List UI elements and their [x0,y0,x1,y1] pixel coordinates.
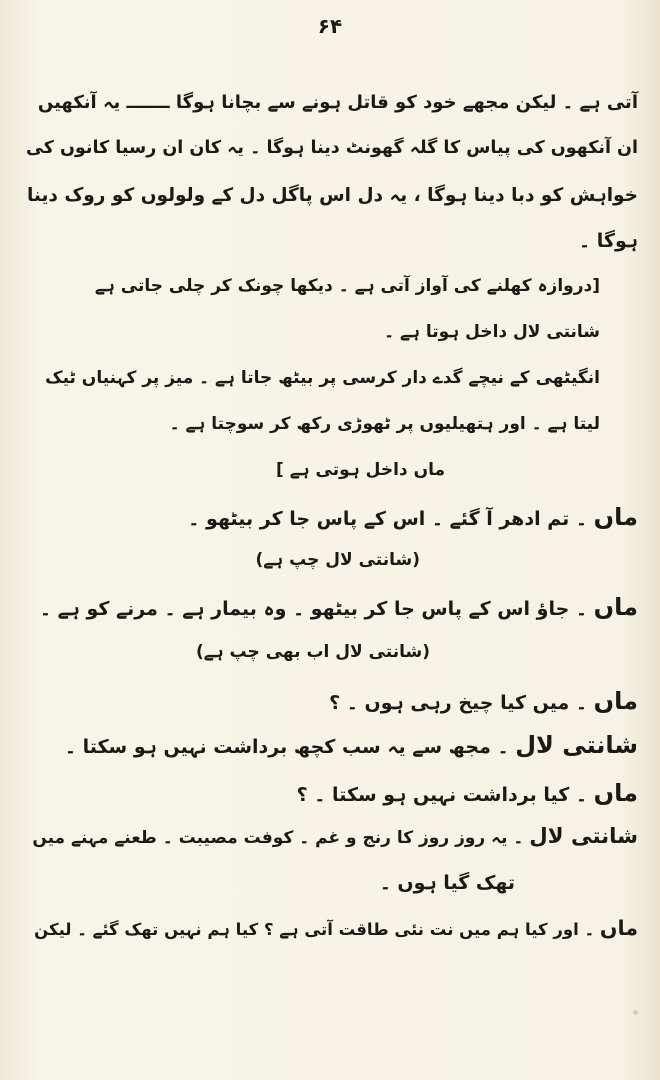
dialogue-line [297,778,638,808]
dialogue-text: ۔ یہ روز روز کا رنج و غم ۔ کوفت مصیبت ۔ طعنے مہنے میں [32,828,524,848]
speaker-name: ماں [599,916,638,940]
stage-direction-line: (شانتی لال چپ ہے) [255,550,420,570]
stage-direction-line: لیتا ہے ۔ اور ہتھیلیوں پر ٹھوڑی رکھ کر سوچتا ہے ۔ [169,414,600,434]
dialogue-line [40,592,638,622]
stage-direction-line: شانتی لال داخل ہوتا ہے ۔ [384,322,600,342]
text-line: ان آنکھوں کی پیاس کا گلہ گھونٹ دینا ہوگا ۔ یہ کان ان رسیا کانوں کی [25,138,638,158]
dialogue-line [329,686,638,716]
dialogue-line [32,824,638,851]
dialogue-line: تھک گیا ہوں ۔ [379,872,515,894]
stage-direction-line: انگیٹھی کے نیچے گدے دار کرسی پر بیٹھ جاتا ہے ۔ میز پر کہنیاں ٹیک [45,368,600,388]
dialogue-text: ۔ اور کیا ہم میں نت نئی طاقت آتی ہے ؟ کیا ہم نہیں تھک گئے ۔ لیکن [34,920,595,939]
page-number: ۶۴ [317,14,343,38]
speaker-name: ماں [593,593,638,621]
speaker-name: ماں [593,779,638,807]
dialogue-line [34,916,638,942]
dialogue-text: ۔ کیا برداشت نہیں ہو سکتا ۔ ؟ [296,784,588,806]
paper-speck [633,1010,638,1015]
speaker-name: شانتی لال [529,824,638,849]
speaker-name: ماں [593,503,638,531]
stage-direction-line: (شانتی لال اب بھی چپ ہے) [195,642,430,662]
speaker-name: شانتی لال [515,731,638,759]
speaker-name: ماں [593,687,638,715]
dialogue-line [188,502,638,532]
dialogue-text: ۔ میں کیا چیخ رہی ہوں ۔ ؟ [329,692,588,714]
text-line: آتی ہے ۔ لیکن مجھے خود کو قاتل ہونے سے بچانا ہوگا ـــــــ یہ آنکھیں [37,92,638,113]
text-line: خواہش کو دبا دینا ہوگا ، یہ دل اس پاگل دل کے ولولوں کو روک دینا [26,185,638,206]
dialogue-text: ۔ تم ادھر آ گئے ۔ اس کے پاس جا کر بیٹھو ۔ [188,508,588,530]
dialogue-text: ۔ جاؤ اس کے پاس جا کر بیٹھو ۔ وہ بیمار ہے ۔ مرنے کو ہے ۔ [39,598,588,620]
stage-direction-line: [دروازہ کھلنے کی آواز آتی ہے ۔ دیکھا چونک کر چلی جاتی ہے [94,276,600,296]
stage-direction-line: ماں داخل ہوتی ہے ] [276,460,445,480]
dialogue-text: ۔ مجھ سے یہ سب کچھ برداشت نہیں ہو سکتا ۔ [64,736,509,758]
text-line: ہوگا ۔ [579,230,638,252]
dialogue-line [65,730,638,760]
